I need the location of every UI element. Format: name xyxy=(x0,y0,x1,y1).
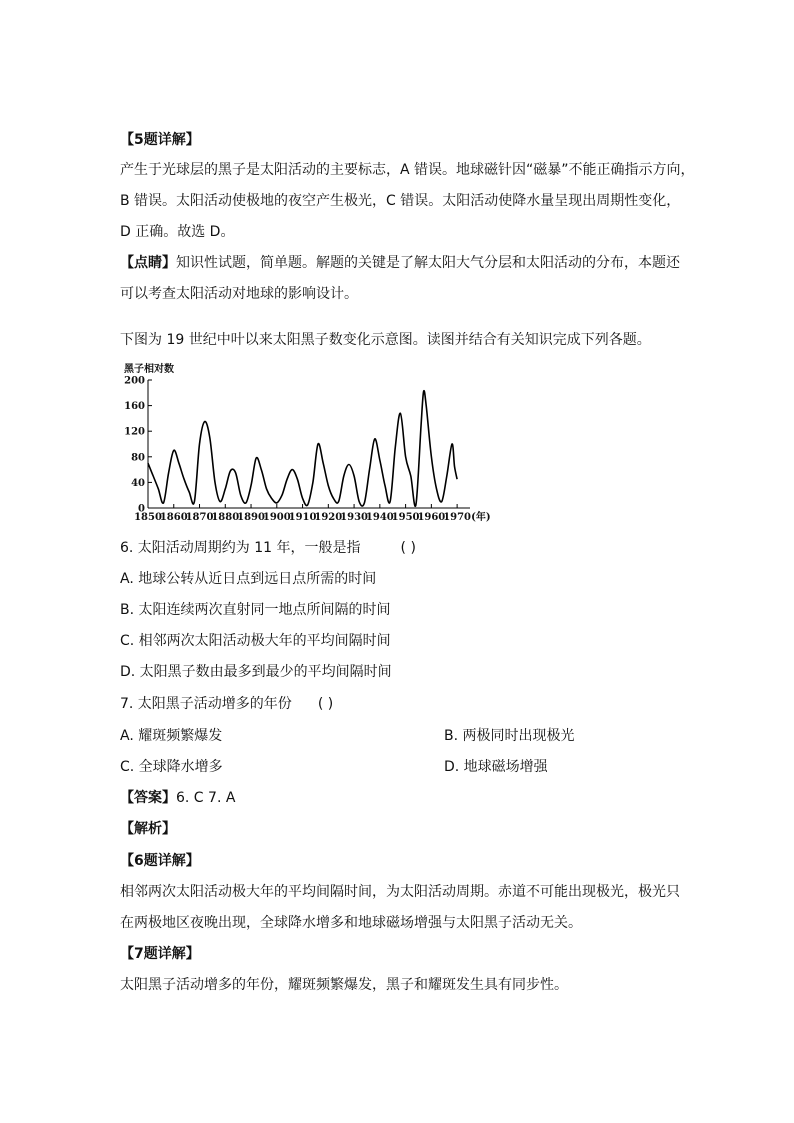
q5-detail-line-1: 产生于光球层的黑子是太阳活动的主要标志，A 错误。地球磁针因“磁暴”不能正确指示方向， xyxy=(120,162,695,178)
q7-stem xyxy=(120,694,680,714)
x-tick-label: 1900 xyxy=(262,512,291,523)
q5-detail-header: 【5题详解】 xyxy=(120,132,200,148)
q5-detail-line-2: B 错误。太阳活动使极地的夜空产生极光，C 错误。太阳活动使降水量呈现出周期性变化， xyxy=(120,193,681,209)
x-tick-label: 1960 xyxy=(417,512,446,523)
q6-option-c: C. 相邻两次太阳活动极大年的平均间隔时间 xyxy=(120,633,391,649)
x-tick-label: 1870 xyxy=(185,512,214,523)
q6-stem xyxy=(120,538,680,558)
q7-detail-header: 【7题详解】 xyxy=(120,946,200,962)
x-tick-label: 1850 xyxy=(134,512,162,523)
q7-detail-line: 太阳黑子活动增多的年份，耀斑频繁爆发，黑子和耀斑发生具有同步性。 xyxy=(120,977,568,993)
intro-text: 下图为 19 世纪中叶以来太阳黑子数变化示意图。读图并结合有关知识完成下列各题。 xyxy=(120,332,651,348)
analysis-label: 【解析】 xyxy=(120,821,176,837)
q7-option-b: B. 两极同时出现极光 xyxy=(444,728,575,744)
q6-paren: ( ) xyxy=(400,540,416,556)
x-tick-label: 1880 xyxy=(211,512,240,523)
dianjing-text: 知识性试题，简单题。解题的关键是了解太阳大气分层和太阳活动的分布，本题还 xyxy=(176,255,680,271)
q6-detail-header: 【6题详解】 xyxy=(120,853,200,869)
dianjing-line-2: 可以考查太阳活动对地球的影响设计。 xyxy=(120,286,358,302)
q5-detail-line-3: D 正确。故选 D。 xyxy=(120,224,235,240)
x-tick-label: 1930 xyxy=(340,512,369,523)
q6-stem-text: 6. 太阳活动周期约为 11 年，一般是指 xyxy=(120,540,361,556)
y-tick-label: 200 xyxy=(124,375,145,387)
dianjing-line-1 xyxy=(120,253,680,273)
y-tick-label: 160 xyxy=(124,401,145,413)
q6-option-d: D. 太阳黑子数由最多到最少的平均间隔时间 xyxy=(120,664,392,680)
q7-paren: ( ) xyxy=(317,696,334,712)
q6-option-b: B. 太阳连续两次直射同一地点所间隔的时间 xyxy=(120,602,391,618)
x-tick-label: 1910 xyxy=(288,512,317,523)
y-tick-label: 120 xyxy=(124,426,145,438)
y-tick-label: 40 xyxy=(131,477,145,489)
q7-option-a: A. 耀斑频繁爆发 xyxy=(120,728,223,744)
q7-option-d: D. 地球磁场增强 xyxy=(444,759,548,775)
dianjing-label: 【点睛】 xyxy=(120,255,176,271)
x-tick-label: 1920 xyxy=(314,512,343,523)
x-axis-unit-label: (年) xyxy=(471,512,491,523)
chart-x-ticks xyxy=(134,504,491,523)
q7-stem-text: 7. 太阳黑子活动增多的年份 xyxy=(120,696,292,712)
y-tick-label: 80 xyxy=(131,452,145,464)
q7-option-c: C. 全球降水增多 xyxy=(120,759,223,775)
answer-text: 6. C 7. A xyxy=(176,790,236,806)
sunspot-chart xyxy=(118,358,491,528)
x-tick-label: 1860 xyxy=(159,512,188,523)
x-tick-label: 1890 xyxy=(237,512,265,523)
x-tick-label: 1940 xyxy=(365,512,394,523)
x-tick-label: 1950 xyxy=(391,512,420,523)
y-tick-label: 0 xyxy=(138,503,145,515)
chart-series-line xyxy=(148,391,457,507)
chart-ylabel: 黑子相对数 xyxy=(124,364,174,375)
q6-detail-line-1: 相邻两次太阳活动极大年的平均间隔时间，为太阳活动周期。赤道不可能出现极光，极光只 xyxy=(120,884,680,900)
q6-option-a: A. 地球公转从近日点到远日点所需的时间 xyxy=(120,571,377,587)
answer-label: 【答案】 xyxy=(120,790,176,806)
x-tick-label: 1970 xyxy=(443,512,472,523)
answer-line xyxy=(120,788,680,808)
q6-detail-line-2: 在两极地区夜晚出现，全球降水增多和地球磁场增强与太阳黑子活动无关。 xyxy=(120,915,582,931)
